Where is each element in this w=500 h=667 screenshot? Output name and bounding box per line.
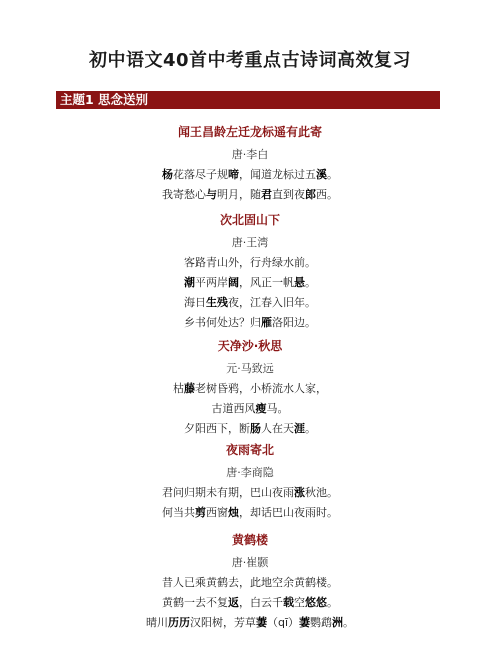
key-char: 剪 (195, 506, 206, 519)
line-text: 。 (343, 616, 355, 629)
key-char: 生残 (206, 296, 228, 309)
poem-block (0, 211, 500, 333)
line-text: 夕阳西下，断 (184, 422, 250, 435)
poem-line (0, 273, 500, 293)
poem-title: 黄鹤楼 (231, 533, 268, 547)
poem-line (0, 165, 500, 185)
key-char: 悬 (294, 276, 305, 289)
key-char: 君 (261, 188, 272, 201)
poem-block (0, 531, 500, 633)
line-text: 何当共 (162, 506, 195, 519)
line-text: ，风正一帆 (239, 276, 294, 289)
line-text: 老树昏鸦，小桥流水人家， (195, 382, 327, 395)
key-char: 历历 (167, 616, 190, 629)
key-char: 啼 (228, 168, 239, 181)
key-char: 悠悠 (305, 596, 327, 609)
poem-line (0, 573, 500, 593)
line-text: 乡书何处达？归 (184, 316, 261, 329)
poem-line (0, 503, 500, 523)
line-text: 平两岸 (195, 276, 228, 289)
line-text: 马。 (266, 402, 289, 415)
key-char: 肠 (250, 422, 261, 435)
poem-block (0, 123, 500, 205)
line-text: 昔人已乘黄鹤去，此地空余黄鹤楼。 (162, 576, 338, 589)
poem-author: 唐·李商隐 (226, 466, 274, 479)
poem-line (0, 185, 500, 205)
key-char: 杨 (162, 168, 173, 181)
line-text: 夜，江春入旧年。 (228, 296, 316, 309)
poem-title: 闻王昌龄左迁龙标遥有此寄 (177, 125, 322, 139)
line-text: 黄鹤一去不复 (162, 596, 228, 609)
key-char: 烛 (228, 506, 239, 519)
line-text: 枯 (173, 382, 184, 395)
line-text: 鹦鹉 (310, 616, 333, 629)
poem-author: 唐·李白 (231, 148, 269, 161)
poem-author: 元·马致远 (226, 362, 274, 375)
key-char: 阔 (228, 276, 239, 289)
key-char: 涨 (294, 486, 305, 499)
line-text: 直到夜 (272, 188, 305, 201)
line-text: 秋池。 (305, 486, 338, 499)
line-text: 我寄愁心 (162, 188, 206, 201)
poem-title: 天净沙·秋思 (217, 339, 283, 353)
section-header-bar: 主题1 思念送别 (56, 91, 440, 109)
line-text: ，闻道龙标过五 (239, 168, 316, 181)
line-text: 。 (327, 168, 338, 181)
line-text: （qī） (266, 616, 300, 629)
line-text: 君问归期未有期，巴山夜雨 (162, 486, 294, 499)
key-char: 郎 (305, 188, 316, 201)
line-text: 人在天 (261, 422, 294, 435)
poem-title: 夜雨寄北 (225, 443, 274, 457)
line-text: 。 (327, 596, 338, 609)
poem-line (0, 399, 500, 419)
line-text: 。 (305, 422, 316, 435)
poem-author: 唐·王湾 (231, 236, 269, 249)
key-char: 雁 (261, 316, 272, 329)
key-char: 瘦 (255, 402, 267, 415)
key-char: 溪 (316, 168, 327, 181)
page-title: 初中语文40首中考重点古诗词高效复习 (88, 50, 412, 71)
key-char: 潮 (184, 276, 195, 289)
poem-author: 唐·崔颢 (231, 556, 269, 569)
line-text: 海日 (184, 296, 206, 309)
poem-block (0, 337, 500, 439)
poem-line (0, 613, 500, 633)
poem-line (0, 293, 500, 313)
poem-line (0, 483, 500, 503)
key-char: 载 (283, 596, 294, 609)
poem-line (0, 379, 500, 399)
line-text: 西窗 (206, 506, 228, 519)
poem-title: 次北固山下 (219, 213, 280, 227)
key-char: 萋 (299, 616, 311, 629)
line-text: 花落尽子规 (173, 168, 228, 181)
key-char: 藤 (184, 382, 195, 395)
line-text: 晴川 (145, 616, 168, 629)
poem-line (0, 253, 500, 273)
line-text: 客路青山外，行舟绿水前。 (184, 256, 316, 269)
poem-line (0, 419, 500, 439)
poem-line (0, 593, 500, 613)
key-char: 洲 (332, 616, 344, 629)
poem-block (0, 441, 500, 523)
line-text: 空 (294, 596, 305, 609)
line-text: 汉阳树，芳草 (189, 616, 256, 629)
line-text: ，却话巴山夜雨时。 (239, 506, 338, 519)
line-text: 明月，随 (217, 188, 261, 201)
key-char: 与 (206, 188, 217, 201)
line-text: 西。 (316, 188, 338, 201)
key-char: 涯 (294, 422, 305, 435)
line-text: 。 (305, 276, 316, 289)
line-text: ，白云千 (239, 596, 283, 609)
key-char: 萋 (255, 616, 267, 629)
line-text: 古道西风 (211, 402, 256, 415)
poem-line (0, 313, 500, 333)
line-text: 洛阳边。 (272, 316, 316, 329)
key-char: 返 (228, 596, 239, 609)
